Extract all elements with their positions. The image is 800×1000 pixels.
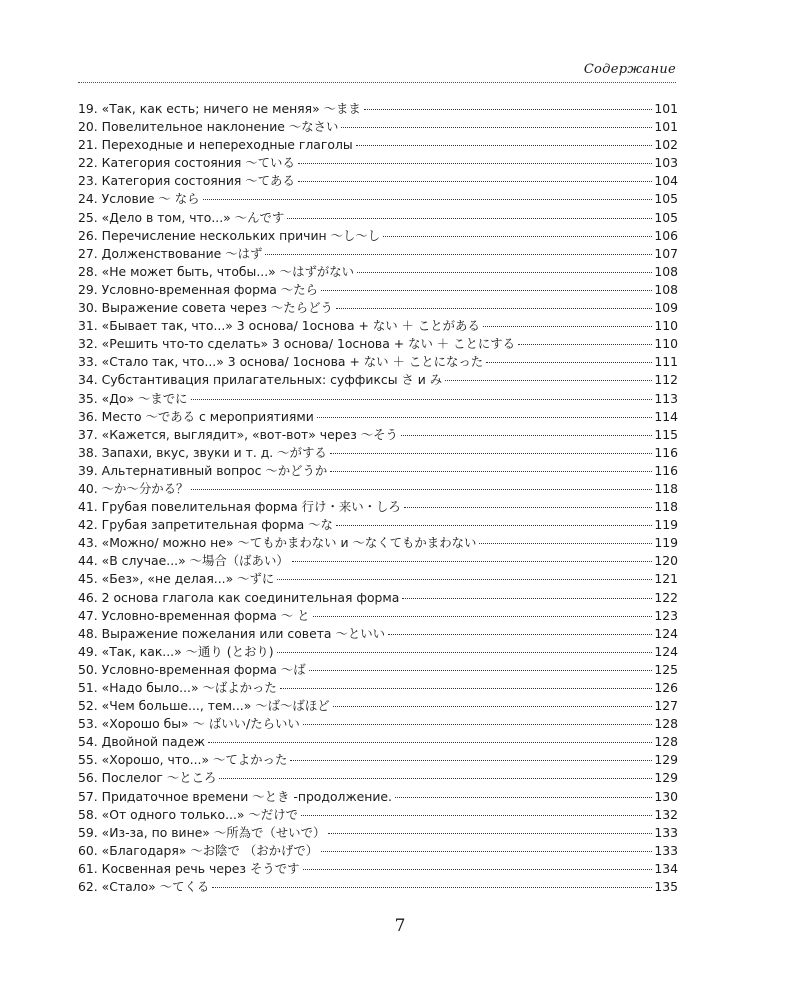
toc-entry-title: 20. Повелительное наклонение ～なさい — [78, 119, 339, 135]
dot-leader — [445, 380, 652, 381]
dot-leader — [298, 181, 652, 182]
toc-entry[interactable] — [78, 733, 678, 751]
toc-entry[interactable] — [78, 444, 678, 462]
toc-entry[interactable] — [78, 390, 678, 408]
toc-entry[interactable] — [78, 534, 678, 552]
dot-leader — [356, 145, 652, 146]
dot-leader — [219, 778, 652, 779]
dot-leader — [330, 453, 652, 454]
toc-entry-title: 59. «Из-за, по вине» ～所為で（せいで） — [78, 824, 326, 840]
toc-entry-title: 37. «Кажется, выглядит», «вот-вот» через ～そう — [78, 426, 398, 442]
toc-entry-page: 110 — [654, 318, 678, 334]
dot-leader — [277, 579, 652, 580]
toc-entry[interactable] — [78, 589, 678, 607]
dot-leader — [401, 435, 652, 436]
toc-entry-title: 47. Условно-временная форма ～ と — [78, 607, 310, 623]
header-title: Содержание — [583, 62, 676, 77]
toc-entry-page: 121 — [654, 571, 678, 587]
toc-entry-title: 53. «Хорошо бы» ～ ばいい/たらいい — [78, 716, 300, 732]
toc-entry-title: 50. Условно-временная форма ～ば — [78, 661, 306, 677]
dot-leader — [333, 706, 652, 707]
toc-entry[interactable] — [78, 498, 678, 516]
toc-entry-page: 119 — [654, 517, 678, 533]
toc-entry-page: 108 — [654, 281, 678, 297]
toc-entry-page: 104 — [654, 173, 678, 189]
toc-entry[interactable] — [78, 643, 678, 661]
toc-entry-title: 34. Субстантивация прилагательных: суффиксы さ и み — [78, 372, 443, 388]
toc-entry[interactable] — [78, 824, 678, 842]
toc-entry-title: 43. «Можно/ можно не» ～てもかまわない и ～なくてもかまわない — [78, 535, 477, 551]
toc-entry-page: 107 — [654, 245, 678, 261]
toc-entry[interactable] — [78, 860, 678, 878]
toc-entry[interactable] — [78, 462, 678, 480]
toc-entry-page: 129 — [654, 770, 678, 786]
dot-leader — [518, 344, 652, 345]
dot-leader — [301, 815, 652, 816]
toc-entry[interactable] — [78, 172, 678, 190]
toc-entry-title: 39. Альтернативный вопрос ～かどうか — [78, 462, 328, 478]
toc-entry[interactable] — [78, 715, 678, 733]
toc-entry-title: 21. Переходные и непереходные глаголы — [78, 137, 353, 153]
toc-entry[interactable] — [78, 136, 678, 154]
dot-leader — [483, 326, 652, 327]
toc-entry-title: 61. Косвенная речь через そうです — [78, 860, 300, 876]
dot-leader — [280, 688, 652, 689]
dot-leader — [203, 199, 652, 200]
toc-entry[interactable] — [78, 480, 678, 498]
toc-entry[interactable] — [78, 426, 678, 444]
dot-leader — [287, 218, 652, 219]
toc-entry-page: 109 — [654, 300, 678, 316]
toc-entry[interactable] — [78, 245, 678, 263]
toc-entry[interactable] — [78, 299, 678, 317]
toc-entry-page: 127 — [654, 698, 678, 714]
toc-entry-title: 28. «Не может быть, чтобы...» ～はずがない — [78, 263, 355, 279]
toc-entry-page: 118 — [654, 499, 678, 515]
dot-leader — [336, 525, 652, 526]
dot-leader — [383, 236, 652, 237]
toc-entry-page: 116 — [654, 444, 678, 460]
toc-entry[interactable] — [78, 679, 678, 697]
dot-leader — [341, 127, 652, 128]
toc-entry[interactable] — [78, 788, 678, 806]
dot-leader — [395, 797, 652, 798]
toc-entry-page: 120 — [654, 553, 678, 569]
toc-entry-page: 128 — [654, 734, 678, 750]
dot-leader — [303, 724, 652, 725]
dot-leader — [486, 362, 652, 363]
toc-entry-title: 57. Придаточное времени ～とき -продолжение. — [78, 788, 392, 804]
dot-leader — [336, 308, 652, 309]
toc-entry-page: 116 — [654, 462, 678, 478]
dot-leader — [317, 417, 652, 418]
toc-entry-page: 124 — [654, 643, 678, 659]
toc-entry-title: 49. «Так, как...» ～通り (とおり) — [78, 643, 274, 659]
dot-leader — [191, 489, 652, 490]
toc-entry-title: 24. Условие ～ なら — [78, 191, 200, 207]
toc-entry-title: 19. «Так, как есть; ничего не меняя» ～まま — [78, 101, 361, 116]
dot-leader — [321, 290, 652, 291]
toc-entry[interactable] — [78, 516, 678, 534]
toc-entry[interactable] — [78, 751, 678, 769]
dot-leader — [364, 109, 652, 110]
dot-leader — [330, 471, 652, 472]
toc-entry-title: 58. «От одного только...» ～だけで — [78, 806, 298, 822]
toc-entry-title: 48. Выражение пожелания или совета ～といい — [78, 625, 386, 641]
table-of-contents — [78, 100, 678, 896]
toc-entry-page: 113 — [654, 390, 678, 406]
dot-leader — [265, 254, 652, 255]
toc-entry[interactable] — [78, 607, 678, 625]
toc-entry-page: 128 — [654, 716, 678, 732]
dot-leader — [321, 851, 652, 852]
toc-entry[interactable] — [78, 335, 678, 353]
header-divider — [78, 82, 676, 83]
toc-entry-page: 132 — [654, 806, 678, 822]
toc-entry-title: 33. «Стало так, что...» 3 основа/ 1основа + ない ＋ ことになった — [78, 354, 484, 370]
dot-leader — [479, 543, 652, 544]
dot-leader — [277, 652, 652, 653]
dot-leader — [292, 561, 652, 562]
toc-entry[interactable] — [78, 118, 678, 136]
toc-entry-title: 55. «Хорошо, что...» ～てよかった — [78, 752, 288, 768]
toc-entry-page: 111 — [654, 354, 678, 370]
toc-entry-page: 101 — [654, 101, 678, 116]
toc-entry-title: 26. Перечисление нескольких причин ～し～し — [78, 227, 381, 243]
toc-entry-title: 45. «Без», «не делая...» ～ずに — [78, 571, 275, 587]
toc-entry[interactable] — [78, 371, 678, 389]
dot-leader — [303, 869, 652, 870]
toc-entry-page: 135 — [654, 879, 678, 895]
page-number: 7 — [394, 916, 406, 936]
toc-entry[interactable] — [78, 408, 678, 426]
toc-entry-title: 38. Запахи, вкус, звуки и т. д. ～がする — [78, 444, 327, 460]
toc-entry-page: 106 — [654, 227, 678, 243]
toc-entry-page: 112 — [654, 372, 678, 388]
toc-entry[interactable] — [78, 317, 678, 335]
toc-entry[interactable] — [78, 570, 678, 588]
dot-leader — [290, 760, 652, 761]
toc-entry[interactable] — [78, 552, 678, 570]
toc-entry[interactable] — [78, 100, 678, 118]
running-header — [78, 58, 676, 80]
toc-entry-page: 105 — [654, 191, 678, 207]
toc-entry-title: 40. ～か～分かる？ — [78, 480, 189, 496]
toc-entry-page: 101 — [654, 119, 678, 135]
toc-entry-page: 133 — [654, 824, 678, 840]
toc-entry-title: 62. «Стало» ～てくる — [78, 879, 210, 895]
toc-entry-title: 23. Категория состояния ～てある — [78, 173, 295, 189]
toc-entry[interactable] — [78, 190, 678, 208]
toc-entry-title: 42. Грубая запретительная форма ～な — [78, 517, 333, 533]
toc-entry-title: 54. Двойной падеж — [78, 734, 205, 750]
toc-entry-page: 134 — [654, 860, 678, 876]
toc-entry-page: 125 — [654, 661, 678, 677]
toc-entry[interactable] — [78, 154, 678, 172]
dot-leader — [208, 742, 652, 743]
toc-entry-page: 102 — [654, 137, 678, 153]
toc-entry-page: 119 — [654, 535, 678, 551]
dot-leader — [357, 272, 652, 273]
toc-entry-title: 46. 2 основа глагола как соединительная форма — [78, 589, 400, 605]
toc-entry[interactable] — [78, 209, 678, 227]
toc-entry-title: 44. «В случае...» ～場合（ばあい） — [78, 553, 289, 569]
dot-leader — [402, 598, 652, 599]
toc-entry[interactable] — [78, 661, 678, 679]
toc-entry-page: 122 — [654, 589, 678, 605]
toc-entry-title: 32. «Решить что-то сделать» 3 основа/ 1основа + ない ＋ ことにする — [78, 336, 516, 352]
toc-entry[interactable] — [78, 842, 678, 860]
toc-entry-title: 36. Место ～である с мероприятиями — [78, 408, 314, 424]
toc-entry[interactable] — [78, 281, 678, 299]
dot-leader — [313, 616, 652, 617]
toc-entry[interactable] — [78, 625, 678, 643]
dot-leader — [388, 634, 652, 635]
toc-entry[interactable] — [78, 769, 678, 787]
dot-leader — [404, 507, 652, 508]
toc-entry-page: 103 — [654, 155, 678, 171]
toc-entry-title: 27. Долженствование ～はず — [78, 245, 263, 261]
dot-leader — [309, 670, 652, 671]
toc-entry[interactable] — [78, 263, 678, 281]
toc-entry-page: 110 — [654, 336, 678, 352]
toc-entry-page: 118 — [654, 480, 678, 496]
toc-entry[interactable] — [78, 353, 678, 371]
dot-leader — [191, 399, 652, 400]
toc-entry-page: 114 — [654, 408, 678, 424]
toc-entry-page: 126 — [654, 680, 678, 695]
toc-entry-title: 22. Категория состояния ～ている — [78, 155, 295, 171]
toc-entry-page: 129 — [654, 752, 678, 768]
toc-entry-page: 130 — [654, 788, 678, 804]
toc-entry-title: 41. Грубая повелительная форма 行け・来い・しろ — [78, 499, 401, 515]
toc-entry[interactable] — [78, 697, 678, 715]
toc-entry-page: 133 — [654, 842, 678, 858]
toc-entry-title: 35. «До» ～までに — [78, 390, 188, 406]
dot-leader — [212, 887, 652, 888]
toc-entry-title: 56. Послелог ～ところ — [78, 770, 217, 786]
toc-entry-page: 115 — [654, 426, 678, 442]
toc-entry-page: 123 — [654, 607, 678, 623]
toc-entry[interactable] — [78, 878, 678, 896]
toc-entry-page: 105 — [654, 209, 678, 225]
dot-leader — [298, 163, 652, 164]
toc-entry-title: 60. «Благодаря» ～お陰で （おかげで） — [78, 842, 319, 858]
toc-entry-title: 25. «Дело в том, что...» ～んです — [78, 209, 285, 225]
dot-leader — [328, 833, 652, 834]
toc-entry-title: 31. «Бывает так, что...» 3 основа/ 1основа + ない ＋ ことがある — [78, 318, 480, 334]
toc-entry-title: 51. «Надо было...» ～ばよかった — [78, 680, 277, 695]
toc-entry-page: 124 — [654, 625, 678, 641]
toc-entry-title: 52. «Чем больше..., тем...» ～ば～ばほど — [78, 698, 330, 714]
toc-entry-title: 29. Условно-временная форма ～たら — [78, 281, 319, 297]
toc-entry-title: 30. Выражение совета через ～たらどう — [78, 300, 333, 316]
toc-entry-page: 108 — [654, 263, 678, 279]
toc-entry[interactable] — [78, 806, 678, 824]
toc-entry[interactable] — [78, 227, 678, 245]
